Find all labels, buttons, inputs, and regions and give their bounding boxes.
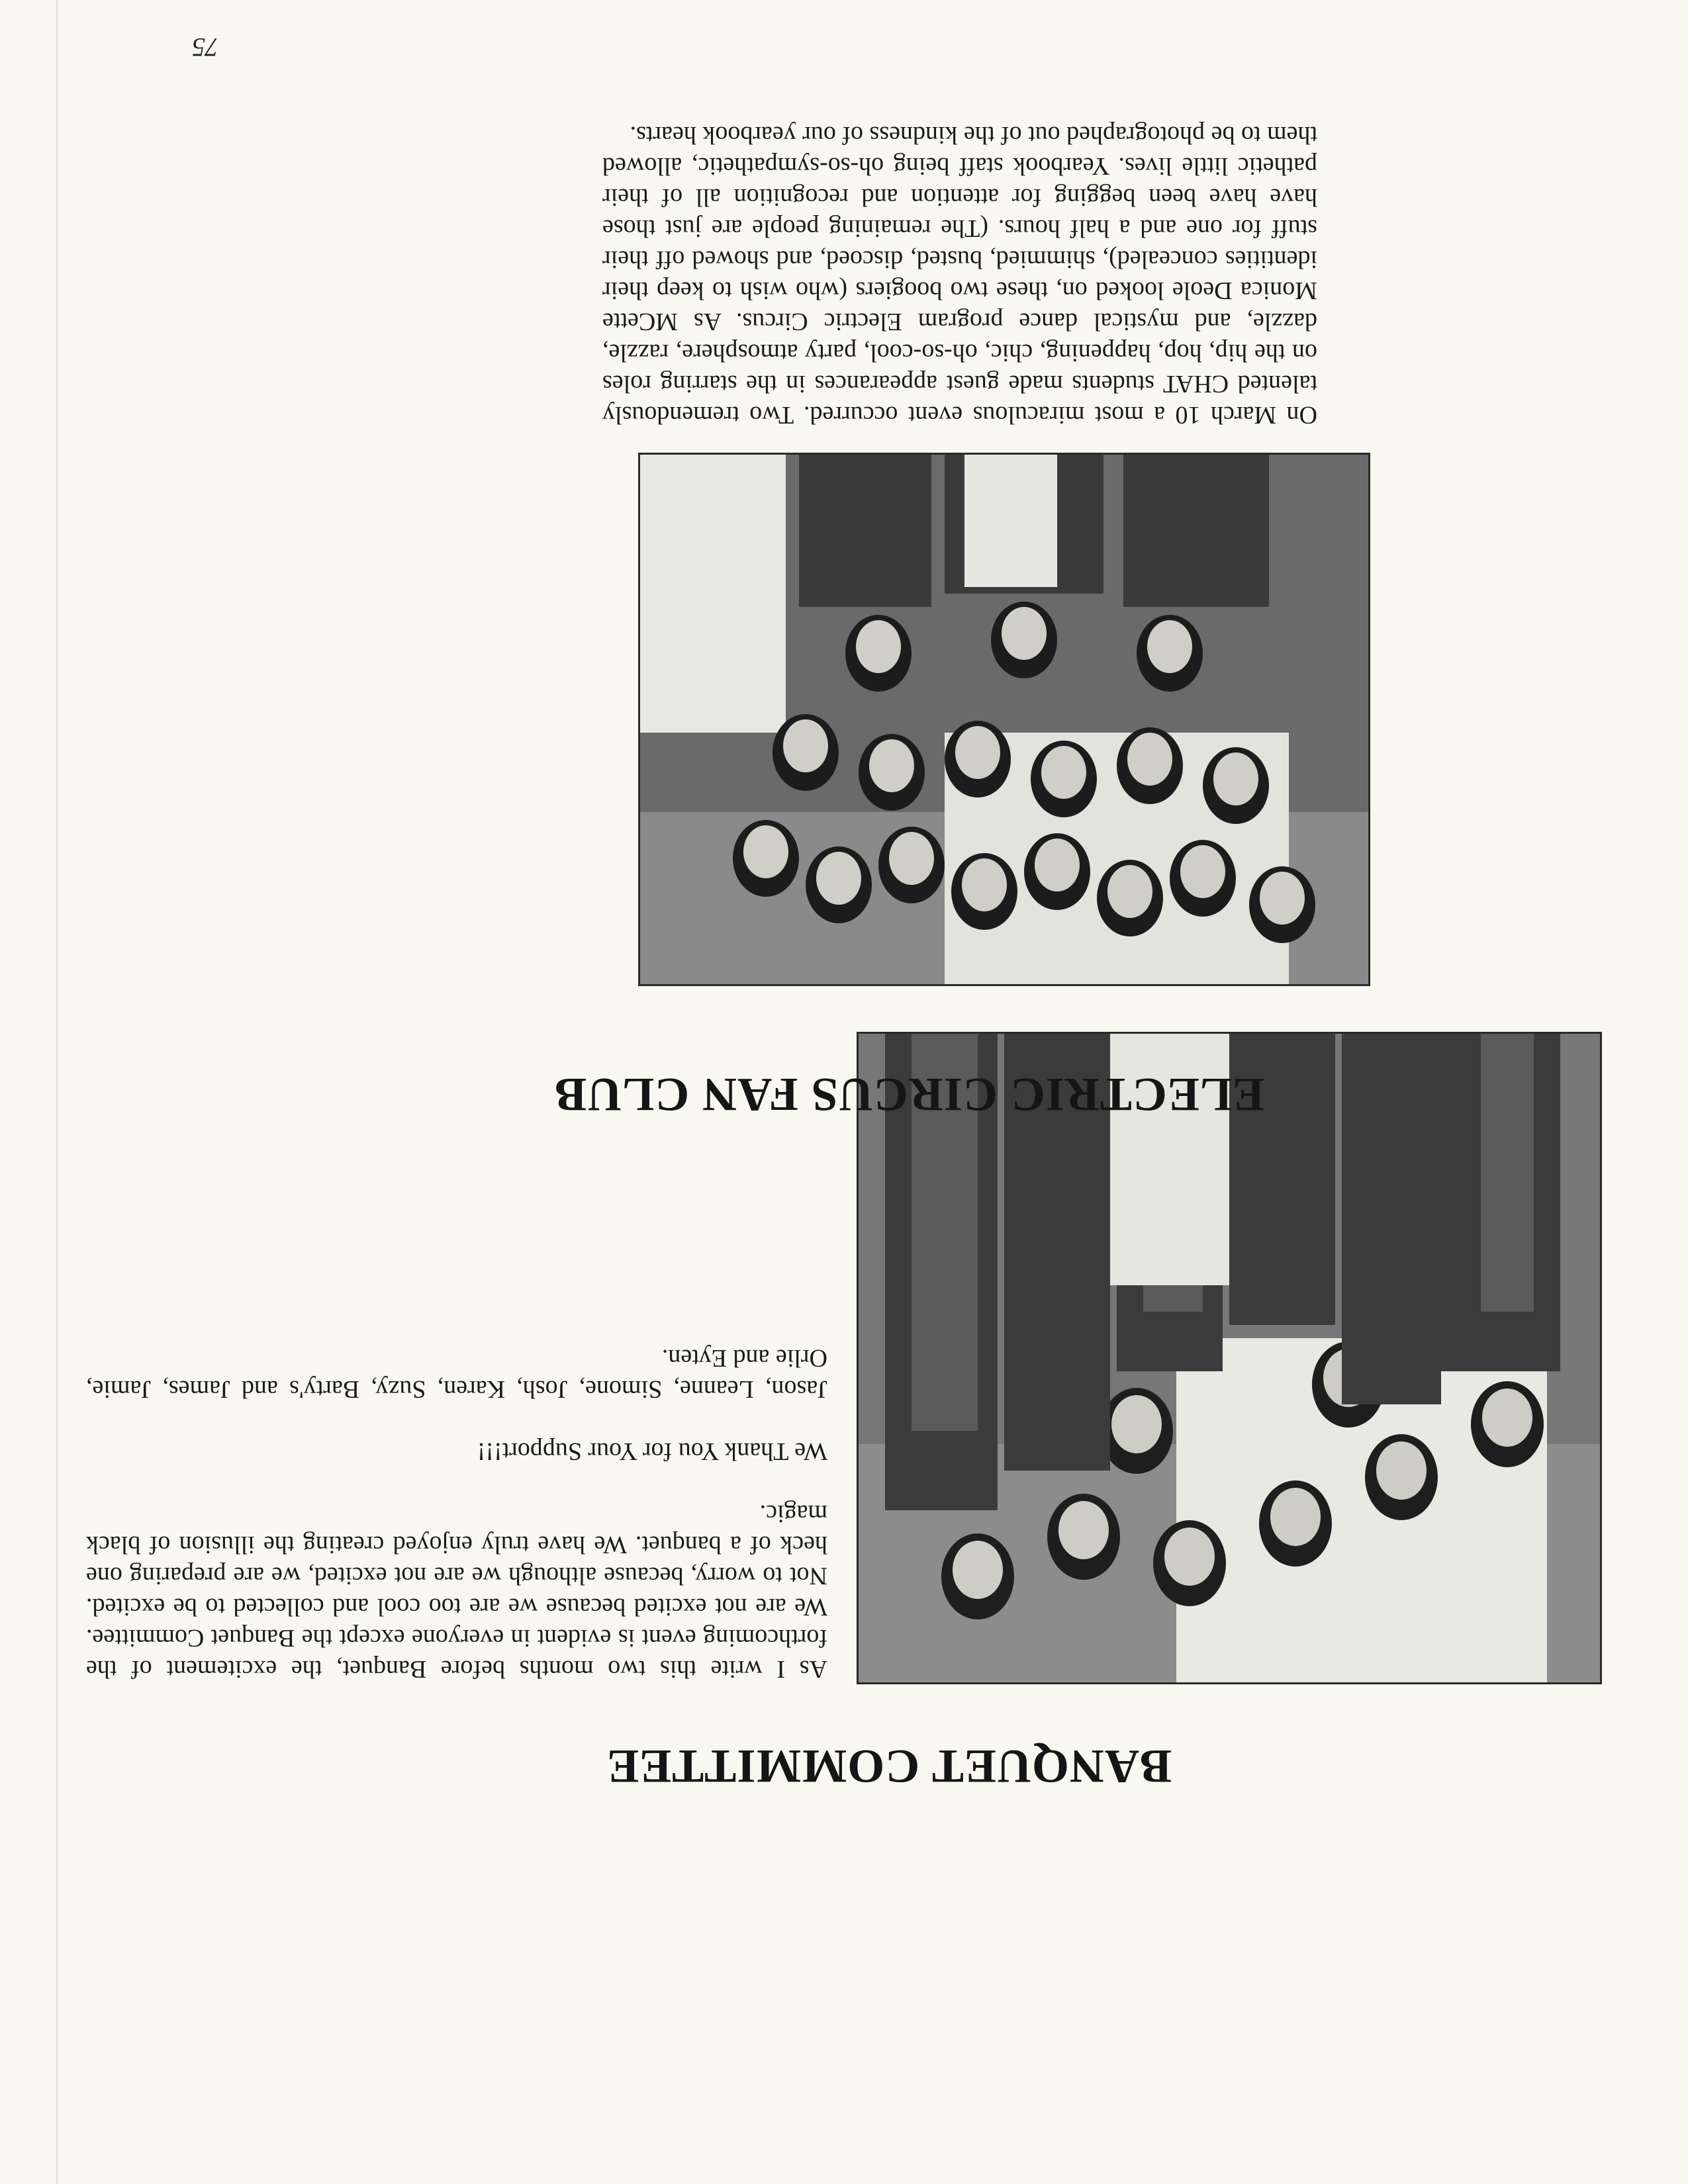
- banquet-paragraph-3: Jason, Leanne, Simone, Josh, Karen, Suzy, Barty's and James, Jamie, Orlie and Eyten.: [86, 1344, 827, 1403]
- electric-circus-paragraph-1: On March 10 a most miraculous event occurred. Two tremendously talented CHAT students made guest appearances in the starring roles on the hip, hop, happening, chic, oh-so-cool, party atmosphere, razzle, dazzle, and mystical dance program Electric Circus. As MCette Monica Deole looked on, these two boogiers (who wish to keep their identities concealed), shimmied, busted, discoed, and showed off their stuff for one and a half hours. (The remaining people are just those have have been begging for attention and recognition all of their pathetic little lives. Yearbook staff being oh-so-sympathetic, allowed them to be photographed out of the kindness of our yearbook hearts.: [602, 121, 1317, 429]
- banquet-paragraph-2: We Thank You for Your Support!!!: [477, 1437, 827, 1465]
- banquet-committee-title: BANQUET COMMITTEE: [606, 1740, 1172, 1793]
- banquet-paragraph-1: As I write this two months before Banquet, the excitement of the forthcoming event is evident in everyone except the Banquet Committee. We are not excited because we are too cool and collected to be excited. Not to worry, because although we are not excited, we are preparing one heck of a banquet. We have truly enjoyed creating the illusion of black magic.: [86, 1500, 827, 1683]
- banquet-photo-image: [859, 1034, 1600, 1682]
- banquet-committee-photo: [857, 1032, 1602, 1684]
- electric-circus-photo: [638, 453, 1370, 986]
- electric-circus-photo-image: [640, 455, 1368, 984]
- electric-circus-title: ELECTRIC CIRCUS FAN CLUB: [554, 1068, 1264, 1121]
- banquet-committee-text: [86, 1342, 827, 1684]
- page-number: 75: [192, 32, 218, 62]
- electric-circus-text: [602, 119, 1317, 430]
